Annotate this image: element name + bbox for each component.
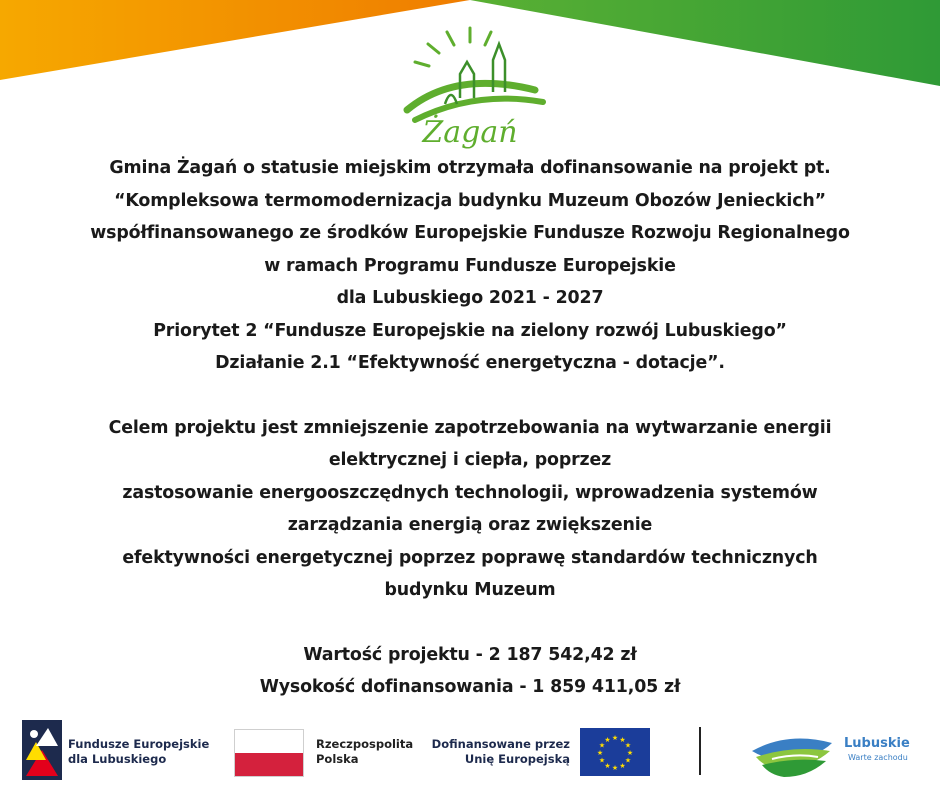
eu-star-icon: ★	[596, 749, 604, 757]
intro-line: współfinansowanego ze środków Europejskie Fundusze Rozwoju Regionalnego	[90, 223, 850, 243]
fundusze-europejskie-icon	[22, 720, 62, 780]
eu-star-icon: ★	[598, 741, 606, 750]
eu-star-icon: ★	[619, 736, 626, 745]
rp-label-line1: Rzeczpospolita	[316, 737, 414, 751]
footer-logos	[0, 715, 940, 785]
goal-line: elektrycznej i ciepła, poprzez	[328, 450, 612, 470]
eu-label	[420, 737, 570, 767]
lubuskie-logo-icon	[748, 729, 836, 779]
intro-line: Gmina Żagań o statusie miejskim otrzymała dofinansowanie na projekt pt.	[109, 158, 831, 178]
eu-star-icon: ★	[619, 761, 626, 770]
eu-star-icon: ★	[624, 756, 632, 765]
eu-star-icon: ★	[626, 749, 634, 757]
intro-line: w ramach Programu Fundusze Europejskie	[264, 255, 676, 276]
fe-label-line2: dla Lubuskiego	[68, 752, 167, 766]
announcement-body	[0, 152, 940, 704]
goal-line: zarządzania energią oraz zwiększenie	[287, 515, 653, 535]
eu-star-icon: ★	[604, 761, 611, 770]
logo-wordmark: Żagań	[422, 115, 518, 150]
intro-line: Działanie 2.1 “Efektywność energetyczna - dotacje”.	[215, 353, 725, 373]
fe-label-line1: Fundusze Europejskie	[68, 737, 210, 751]
goal-line: Celem projektu jest zmniejszenie zapotrzebowania na wytwarzanie energii	[108, 417, 832, 438]
eu-flag-icon	[580, 728, 650, 776]
eu-label-line1: Dofinansowane przez	[431, 737, 570, 751]
polish-flag-icon	[234, 729, 304, 777]
goal-line: efektywności energetycznej poprzez poprawę standardów technicznych	[122, 547, 818, 568]
intro-line: “Kompleksowa termomodernizacja budynku Muzeum Obozów Jenieckich”	[114, 190, 826, 211]
lubuskie-tagline: Warte zachodu	[848, 753, 908, 762]
rp-label-line2: Polska	[316, 752, 359, 766]
lubuskie-name: Lubuskie	[844, 736, 910, 751]
goal-block	[0, 412, 940, 607]
eu-star-icon: ★	[604, 736, 611, 745]
project-value: Wartość projektu - 2 187 542,42 zł	[303, 644, 637, 665]
eu-star-icon: ★	[611, 734, 619, 742]
fe-label	[68, 737, 209, 767]
goal-line: budynku Muzeum	[384, 580, 556, 600]
funding-amount: Wysokość dofinansowania - 1 859 411,05 zł	[259, 677, 681, 697]
goal-line: zastosowanie energooszczędnych technologii, wprowadzenia systemów	[122, 482, 818, 503]
intro-block	[0, 152, 940, 380]
footer-divider	[699, 727, 701, 775]
zagan-logo	[385, 20, 555, 150]
rp-label	[316, 737, 413, 767]
intro-line: dla Lubuskiego 2021 - 2027	[336, 288, 604, 308]
intro-line: Priorytet 2 “Fundusze Europejskie na zielony rozwój Lubuskiego”	[153, 320, 787, 341]
eu-star-icon: ★	[624, 741, 632, 750]
eu-label-line2: Unię Europejską	[464, 752, 570, 766]
eu-star-icon: ★	[611, 764, 619, 772]
eu-star-icon: ★	[598, 756, 606, 765]
